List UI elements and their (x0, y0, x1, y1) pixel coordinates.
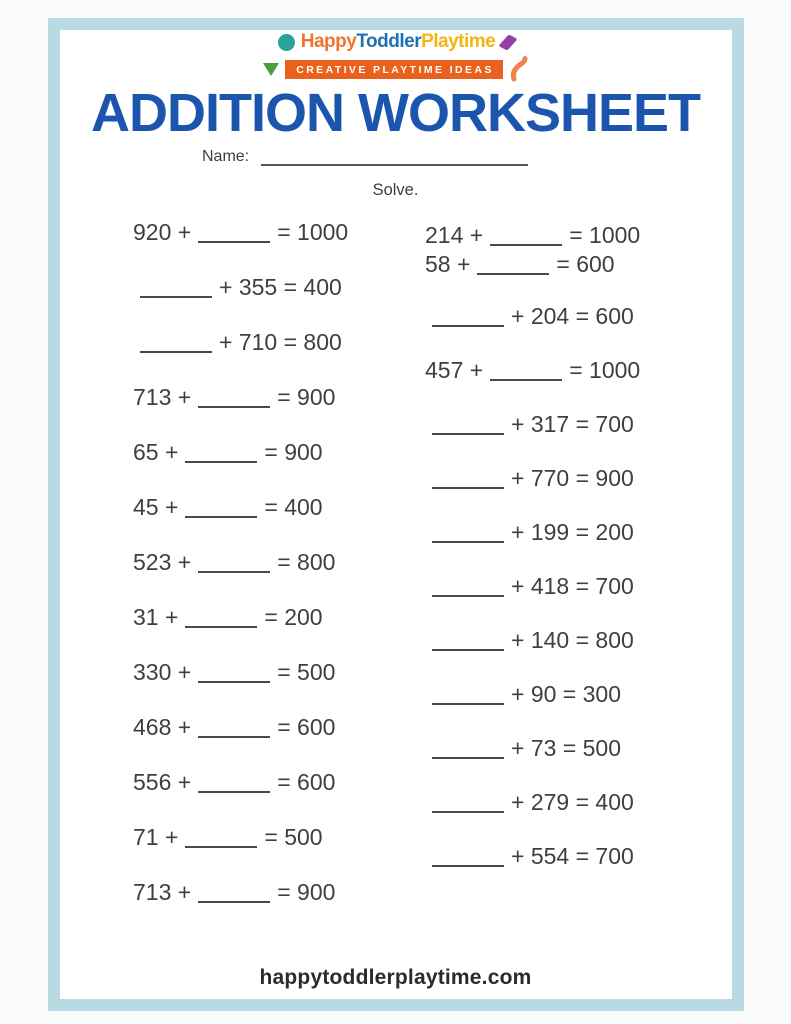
problem-text: + 199 = 200 (511, 519, 634, 545)
problem-text: = 1000 (569, 222, 641, 248)
problem-text: 523 + (133, 549, 192, 575)
problem-text: 31 + (133, 604, 179, 630)
answer-blank (432, 742, 504, 759)
logo-word-playtime: Playtime (421, 31, 496, 52)
addition-problem (425, 737, 640, 759)
answer-blank (185, 831, 257, 848)
answer-blank (432, 472, 504, 489)
answer-blank (198, 886, 270, 903)
logo-title-row (278, 31, 514, 53)
footer-website: happytoddlerplaytime.com (259, 966, 532, 989)
problems-column-right (425, 224, 640, 899)
problem-text: 214 + (425, 222, 484, 248)
addition-problem (133, 496, 348, 518)
addition-problem (425, 253, 640, 275)
addition-problem (133, 551, 348, 573)
problem-text: 556 + (133, 769, 192, 795)
answer-blank (198, 776, 270, 793)
problem-text: = 900 (264, 439, 323, 465)
problem-text: = 600 (556, 251, 615, 277)
addition-problem (425, 575, 640, 597)
answer-blank (140, 281, 212, 298)
problem-text: + 279 = 400 (511, 789, 634, 815)
problem-text: 58 + (425, 251, 471, 277)
name-row (202, 148, 528, 166)
problem-text: = 600 (277, 769, 336, 795)
addition-problem (425, 791, 640, 813)
logo-tagline-row (263, 56, 528, 82)
problem-text: = 900 (277, 879, 336, 905)
name-blank-line (261, 148, 528, 166)
problem-text: + 710 = 800 (219, 329, 342, 355)
answer-blank (198, 226, 270, 243)
addition-problem (133, 881, 348, 903)
problem-text: + 770 = 900 (511, 465, 634, 491)
addition-problem (133, 606, 348, 628)
answer-blank (432, 688, 504, 705)
problem-text: 468 + (133, 714, 192, 740)
circle-icon (278, 34, 295, 51)
problem-text: = 1000 (569, 357, 641, 383)
addition-problem (133, 826, 348, 848)
addition-problem (133, 386, 348, 408)
problem-text: + 554 = 700 (511, 843, 634, 869)
addition-problem (133, 276, 348, 298)
problem-text: 65 + (133, 439, 179, 465)
answer-blank (490, 364, 562, 381)
problem-text: + 73 = 500 (511, 735, 621, 761)
page-title: ADDITION WORKSHEET (91, 83, 700, 143)
instruction-label: Solve. (372, 181, 419, 199)
problem-text: + 418 = 700 (511, 573, 634, 599)
problems-column-left (133, 221, 348, 936)
logo (0, 31, 791, 82)
answer-blank (432, 850, 504, 867)
problem-text: + 317 = 700 (511, 411, 634, 437)
problem-text: = 800 (277, 549, 336, 575)
problem-text: + 355 = 400 (219, 274, 342, 300)
problem-text: 457 + (425, 357, 484, 383)
problem-text: 330 + (133, 659, 192, 685)
spark-icon (499, 34, 518, 50)
problem-text: + 90 = 300 (511, 681, 621, 707)
answer-blank (432, 580, 504, 597)
tagline-banner: CREATIVE PLAYTIME IDEAS (285, 60, 503, 79)
answer-blank (198, 721, 270, 738)
logo-word-toddler: Toddler (356, 31, 422, 52)
addition-problem (425, 224, 640, 246)
logo-word-happy: Happy (300, 31, 357, 52)
problem-text: = 600 (277, 714, 336, 740)
answer-blank (198, 391, 270, 408)
problem-text: = 200 (264, 604, 323, 630)
problem-text: 45 + (133, 494, 179, 520)
answer-blank (198, 666, 270, 683)
answer-blank (185, 611, 257, 628)
addition-problem (133, 771, 348, 793)
problem-text: + 204 = 600 (511, 303, 634, 329)
triangle-icon (263, 63, 279, 76)
answer-blank (477, 258, 549, 275)
answer-blank (432, 796, 504, 813)
swoosh-icon (510, 56, 528, 82)
answer-blank (185, 446, 257, 463)
problem-text: = 900 (277, 384, 336, 410)
addition-problem (133, 716, 348, 738)
problem-text: 920 + (133, 219, 192, 245)
answer-blank (432, 634, 504, 651)
problem-text: = 500 (264, 824, 323, 850)
problem-text: = 1000 (277, 219, 349, 245)
addition-problem (425, 521, 640, 543)
logo-wordmark (301, 31, 496, 53)
problem-text: 713 + (133, 879, 192, 905)
answer-blank (198, 556, 270, 573)
name-label: Name: (202, 148, 250, 165)
problem-text: 713 + (133, 384, 192, 410)
answer-blank (185, 501, 257, 518)
answer-blank (432, 418, 504, 435)
addition-problem (425, 305, 640, 327)
addition-problem (425, 845, 640, 867)
addition-problem (133, 661, 348, 683)
addition-problem (425, 683, 640, 705)
answer-blank (432, 526, 504, 543)
answer-blank (490, 229, 562, 246)
problem-text: = 500 (277, 659, 336, 685)
answer-blank (140, 336, 212, 353)
problem-text: 71 + (133, 824, 179, 850)
addition-problem (133, 221, 348, 243)
answer-blank (432, 310, 504, 327)
addition-problem (425, 413, 640, 435)
addition-problem (133, 331, 348, 353)
problem-text: = 400 (264, 494, 323, 520)
addition-problem (425, 467, 640, 489)
addition-problem (425, 629, 640, 651)
addition-problem (133, 441, 348, 463)
problem-text: + 140 = 800 (511, 627, 634, 653)
addition-problem (425, 359, 640, 381)
